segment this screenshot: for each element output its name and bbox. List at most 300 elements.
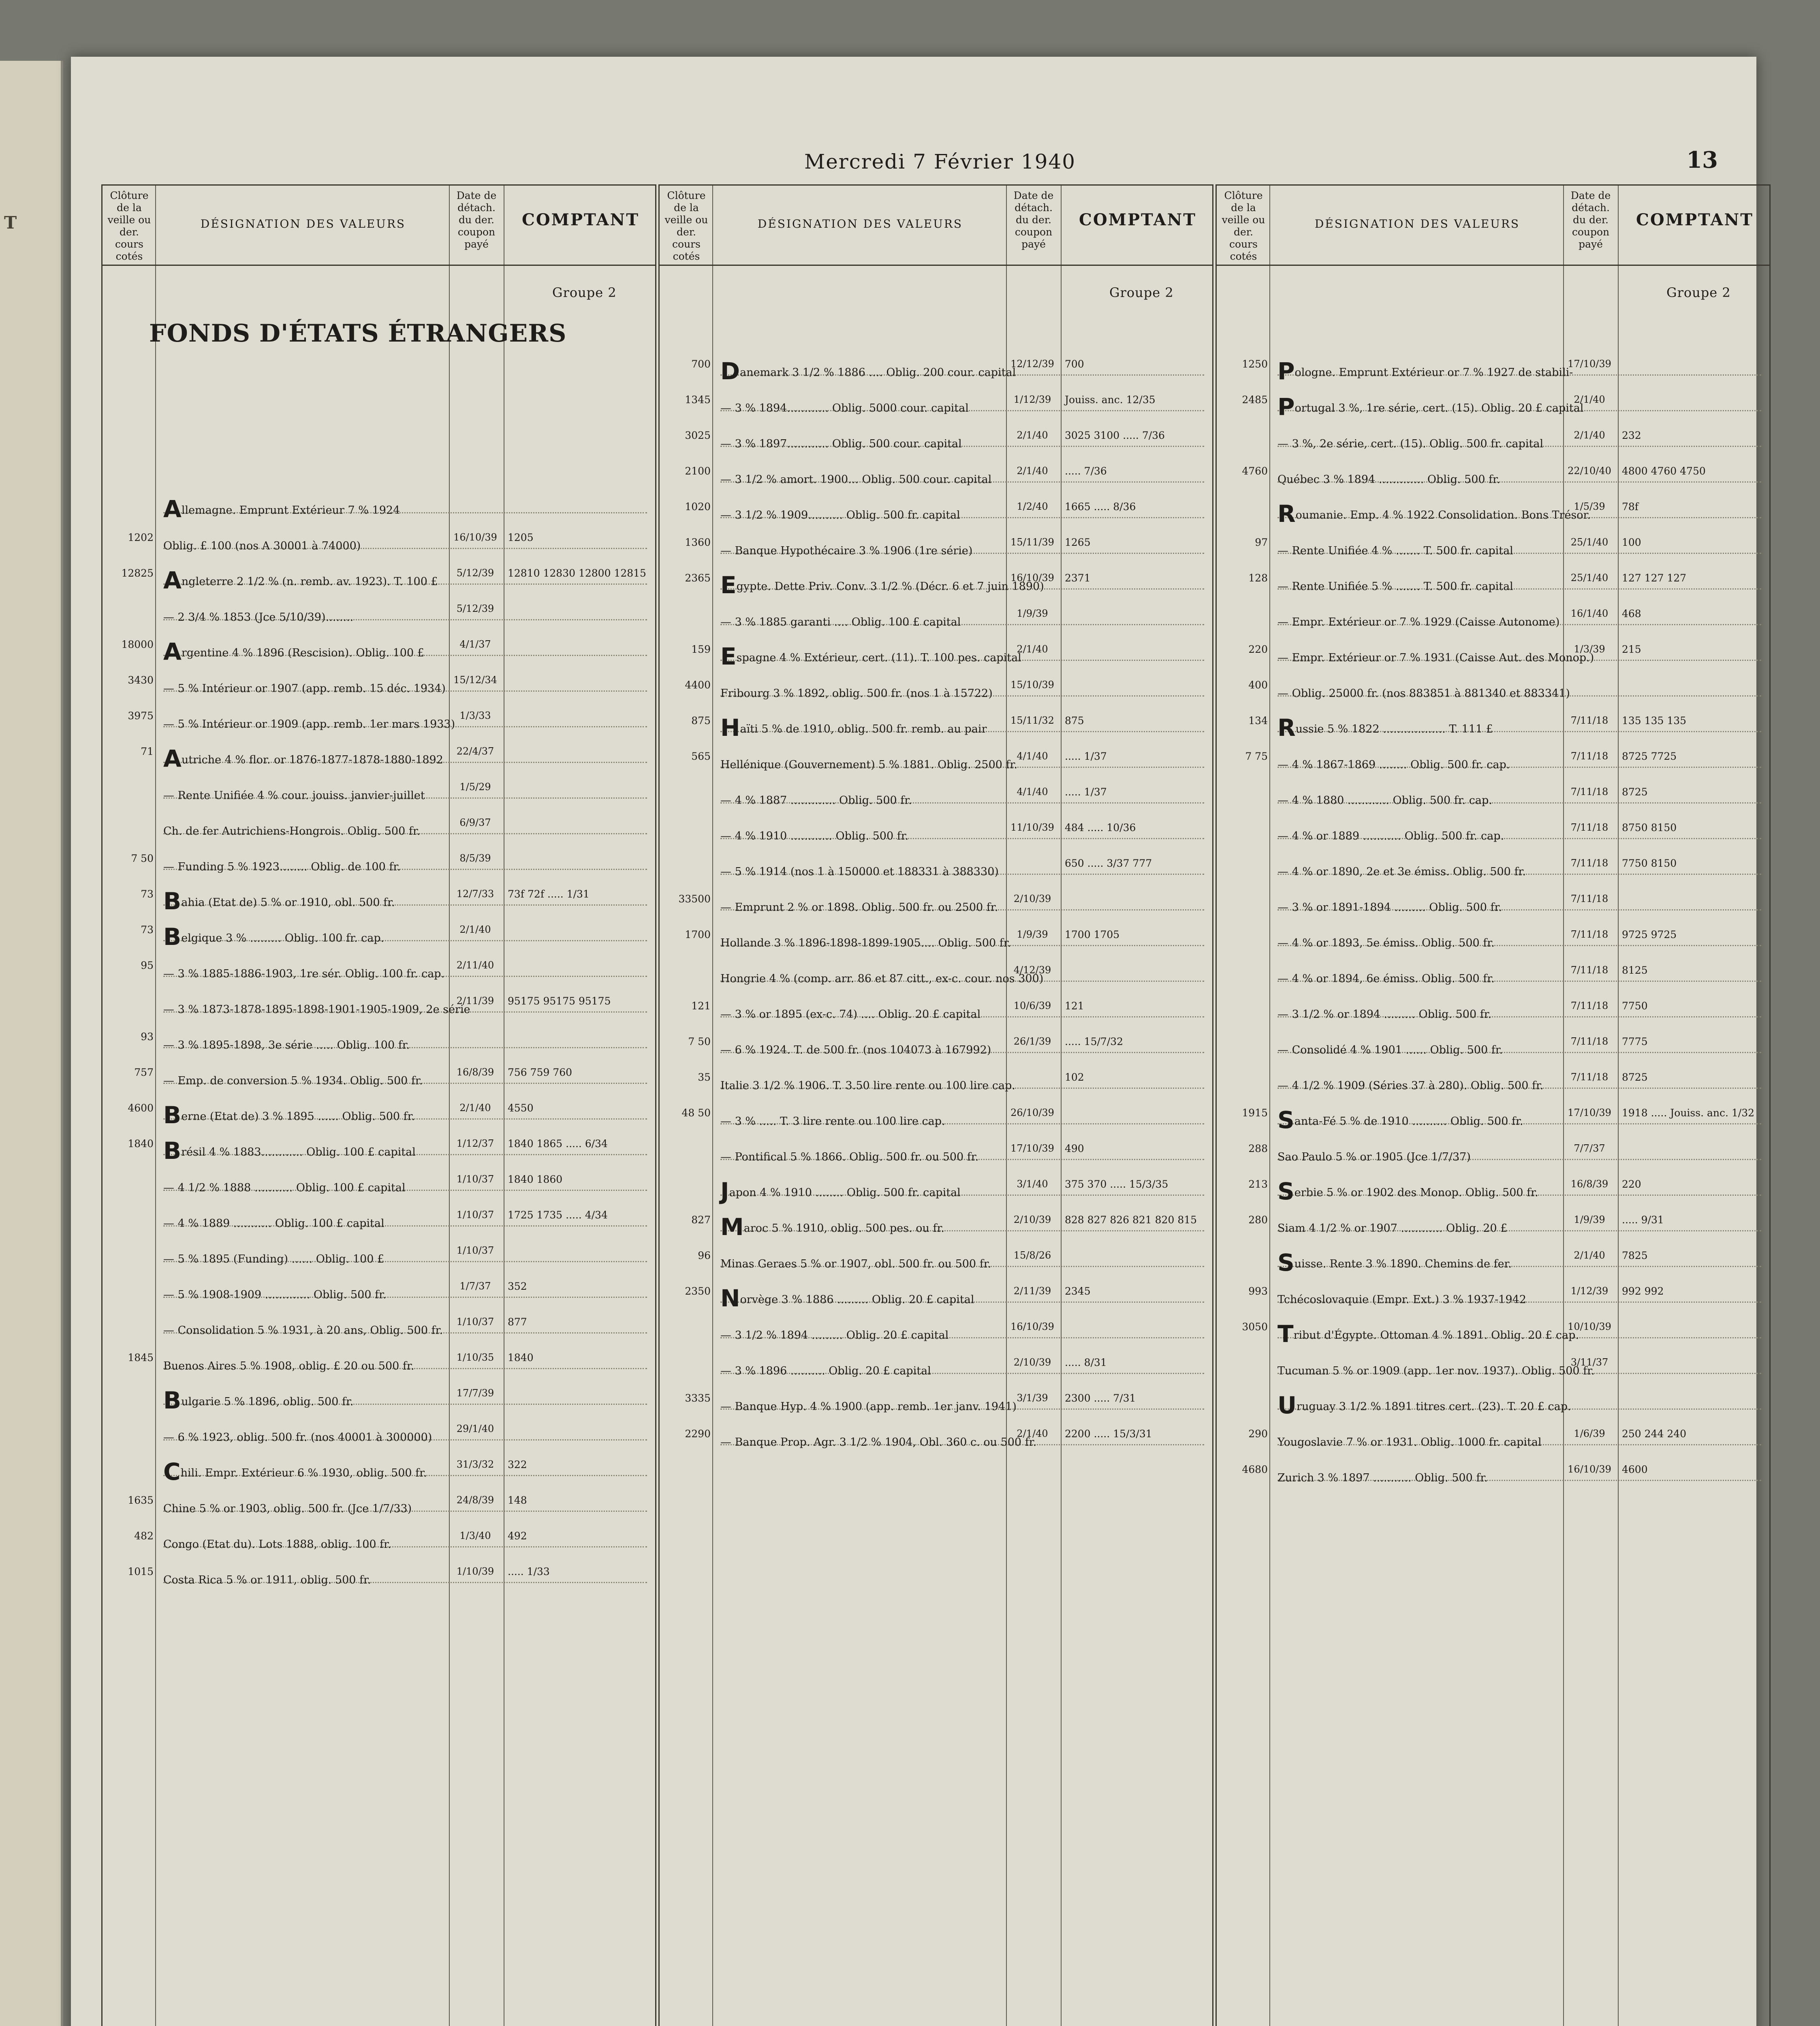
cloture-value: 48 50 xyxy=(681,1107,711,1119)
table-row xyxy=(660,570,1212,605)
security-name-text: Minas Geraes 5 % or 1907, obl. 500 fr. ou 500 fr. xyxy=(720,1258,991,1270)
security-name xyxy=(163,994,470,1022)
coupon-date: 7/11/18 xyxy=(1570,929,1609,940)
table-row xyxy=(103,1028,655,1064)
cloture-value: 2290 xyxy=(685,1428,711,1440)
coupon-date: 10/6/39 xyxy=(1013,1000,1051,1011)
table-row xyxy=(1217,605,1769,641)
security-name-text: — 6 % 1923, oblig. 500 fr. (nos 40001 à 300000) xyxy=(163,1431,432,1444)
security-name-text: hili. Empr. Extérieur 6 % 1930, oblig. 500 fr. xyxy=(180,1467,427,1479)
table-row xyxy=(1217,463,1769,498)
comptant-prices: 828 827 826 821 820 815 xyxy=(1065,1214,1197,1226)
security-name-text: — 5 % 1908-1909 ............. Oblig. 500 fr. xyxy=(163,1289,387,1301)
cloture-value: 3430 xyxy=(128,674,154,686)
initial-letter: S xyxy=(1277,1249,1295,1276)
security-name xyxy=(720,643,1021,670)
security-name xyxy=(1277,1142,1561,1169)
comptant-prices: 3025 3100 ..... 7/36 xyxy=(1065,430,1165,441)
security-name xyxy=(163,1101,447,1129)
group-label: Groupe 2 xyxy=(1109,285,1174,300)
table-row xyxy=(1217,1425,1769,1461)
group-label: Groupe 2 xyxy=(1666,285,1731,300)
initial-letter: U xyxy=(1277,1391,1297,1419)
coupon-date: 1/10/37 xyxy=(456,1316,494,1327)
coupon-date: 4/1/40 xyxy=(1017,750,1048,762)
security-name xyxy=(163,1529,447,1557)
comptant-prices: 375 370 ..... 15/3/35 xyxy=(1065,1178,1168,1190)
security-name xyxy=(163,1565,447,1592)
comptant-prices: 1700 1705 xyxy=(1065,929,1120,940)
security-name-text: ribut d'Égypte. Ottoman 4 % 1891. Oblig. 20 £ cap. xyxy=(1293,1329,1579,1342)
cloture-value: 290 xyxy=(1248,1428,1268,1440)
security-name-text: ussie 5 % 1822 .................. T. 111 £ xyxy=(1295,723,1493,735)
initial-letter: B xyxy=(163,1387,182,1414)
comptant-prices: ..... 1/33 xyxy=(508,1566,550,1577)
security-name xyxy=(163,566,447,594)
comptant-prices: 700 xyxy=(1065,358,1084,370)
cloture-value: 213 xyxy=(1248,1178,1268,1190)
security-name-text: — 4 1/2 % 1909 (Séries 37 à 280). Oblig. 500 fr. xyxy=(1277,1079,1544,1092)
coupon-date: 1/10/39 xyxy=(456,1566,494,1577)
table-row xyxy=(103,1135,655,1171)
security-name xyxy=(720,464,1004,492)
coupon-date: 17/10/39 xyxy=(1010,1143,1054,1154)
comptant-prices: 4550 xyxy=(508,1102,534,1114)
security-name xyxy=(163,531,447,558)
security-name-text: — Emprunt 2 % or 1898. Oblig. 500 fr. ou 2500 fr. xyxy=(720,901,998,914)
security-name-text: — Banque Prop. Agr. 3 1/2 % 1904, Obl. 360 c. ou 500 fr. xyxy=(720,1436,1037,1449)
table-row xyxy=(1217,784,1769,819)
table-row xyxy=(660,1247,1212,1283)
security-name xyxy=(1277,1391,1571,1419)
security-name xyxy=(1277,1213,1561,1241)
table-row xyxy=(660,641,1212,677)
coupon-date: 2/10/39 xyxy=(1013,893,1051,904)
table-row xyxy=(660,1354,1212,1390)
coupon-date: 22/10/40 xyxy=(1568,465,1611,477)
cloture-value: 4760 xyxy=(1242,465,1268,477)
security-name xyxy=(1277,536,1561,563)
table-row xyxy=(1217,1461,1769,1497)
security-name xyxy=(163,1494,447,1521)
comptant-prices: 490 xyxy=(1065,1143,1084,1154)
cloture-value: 4600 xyxy=(128,1102,154,1114)
table-row xyxy=(1217,926,1769,962)
table-row xyxy=(660,1212,1212,1247)
cloture-value: 288 xyxy=(1248,1143,1268,1154)
comptant-prices: Jouiss. anc. 12/35 xyxy=(1065,394,1156,406)
comptant-prices: 232 xyxy=(1622,430,1641,441)
table-row xyxy=(660,1390,1212,1425)
security-name-text: — 4 % 1910 ............ Oblig. 500 fr. xyxy=(720,830,909,842)
coupon-date: 3/1/40 xyxy=(1017,1178,1048,1190)
table-row xyxy=(1217,1069,1769,1105)
coupon-date: 1/3/39 xyxy=(1574,643,1605,655)
coupon-date: 16/1/40 xyxy=(1570,608,1609,619)
security-name xyxy=(720,999,1004,1027)
coupon-date: 2/1/40 xyxy=(1017,430,1048,441)
table-row xyxy=(660,391,1212,427)
initial-letter: B xyxy=(163,923,182,951)
security-name-text: — 4 % 1887 ............. Oblig. 500 fr. xyxy=(720,794,912,807)
coupon-date: 4/1/37 xyxy=(459,639,491,650)
security-name-text: ortugal 3 %, 1re série, cert. (15). Oblig. 20 £ capital xyxy=(1295,402,1584,415)
coupon-date: 25/1/40 xyxy=(1570,572,1609,583)
header-cloture: Clôture de la veille ou der. cours cotés xyxy=(1222,190,1265,262)
entries-list xyxy=(1217,356,1769,2026)
comptant-prices: 352 xyxy=(508,1280,527,1292)
initial-letter: P xyxy=(1277,393,1295,421)
table-row xyxy=(1217,855,1769,891)
coupon-date: 7/7/37 xyxy=(1574,1143,1605,1154)
security-name-text: — 3 1/2 % or 1894 ......... Oblig. 500 fr. xyxy=(1277,1008,1492,1021)
coupon-date: 11/10/39 xyxy=(1010,822,1054,833)
section-title: FONDS D'ÉTATS ÉTRANGERS xyxy=(149,319,567,348)
header-date-detach: Date de détach. du der. coupon payé xyxy=(1013,190,1054,250)
table-row xyxy=(103,850,655,886)
security-name-text: rgentine 4 % 1896 (Rescision). Oblig. 100 £ xyxy=(181,647,424,659)
table-row xyxy=(103,1528,655,1563)
security-name xyxy=(720,429,1004,456)
table-row xyxy=(1217,570,1769,605)
security-name xyxy=(720,536,1004,563)
security-name xyxy=(163,1422,447,1450)
security-name xyxy=(720,1071,1015,1098)
coupon-date: 5/12/39 xyxy=(456,567,494,579)
coupon-date: 7/11/18 xyxy=(1570,964,1609,976)
table-row xyxy=(660,534,1212,570)
cloture-value: 1015 xyxy=(128,1566,154,1577)
previous-page-fragment: T xyxy=(4,213,17,233)
table-row xyxy=(660,677,1212,712)
table-row xyxy=(660,1140,1212,1176)
security-name-text: — 3 1/2 % 1894 ......... Oblig. 20 £ capital xyxy=(720,1329,949,1342)
initial-letter: H xyxy=(720,714,740,742)
comptant-prices: 7825 xyxy=(1622,1250,1648,1261)
table-row xyxy=(660,463,1212,498)
table-row xyxy=(103,1349,655,1385)
coupon-date: 22/4/37 xyxy=(456,746,494,757)
security-name xyxy=(163,495,447,523)
cloture-value: 12825 xyxy=(121,567,154,579)
cloture-value: 1700 xyxy=(685,929,711,940)
table-row xyxy=(1217,1033,1769,1069)
security-name-text: ahia (Etat de) 5 % or 1910, obl. 500 fr. xyxy=(181,896,395,909)
security-name-text: — 4 1/2 % 1888 ........... Oblig. 100 £ capital xyxy=(163,1182,406,1194)
table-row xyxy=(103,1242,655,1278)
security-name xyxy=(163,780,447,808)
coupon-date: 16/8/39 xyxy=(456,1066,494,1078)
table-row xyxy=(660,1425,1212,1461)
cloture-value: 2350 xyxy=(685,1285,711,1297)
security-name-text: Siam 4 1/2 % or 1907 ............ Oblig. 20 £ xyxy=(1277,1222,1508,1235)
security-name-text: — 3 1/2 % 1909.......... Oblig. 500 fr. capital xyxy=(720,509,960,521)
table-row xyxy=(1217,1212,1769,1247)
coupon-date: 2/1/40 xyxy=(1017,1428,1048,1439)
security-name xyxy=(1277,429,1561,456)
header-designation: DÉSIGNATION DES VALEURS xyxy=(1314,217,1520,231)
comptant-prices: 127 127 127 xyxy=(1622,572,1687,584)
security-name xyxy=(1277,393,1584,421)
security-name-text: — 4 % 1880 ............ Oblig. 500 fr. cap. xyxy=(1277,794,1492,807)
cloture-value: 993 xyxy=(1248,1285,1268,1297)
cloture-value: 1250 xyxy=(1242,358,1268,370)
comptant-prices: 1725 1735 ..... 4/34 xyxy=(508,1209,608,1221)
security-name xyxy=(720,785,1004,813)
security-name-text: uisse. Rente 3 % 1890. Chemins de fer. xyxy=(1294,1258,1512,1270)
cloture-value: 1840 xyxy=(128,1138,154,1150)
cloture-value: 159 xyxy=(691,643,711,655)
coupon-date: 1/6/39 xyxy=(1574,1428,1605,1439)
security-name xyxy=(163,1173,447,1200)
cloture-value: 128 xyxy=(1248,572,1268,584)
entries-list xyxy=(103,494,655,2026)
table-row xyxy=(103,672,655,707)
table-row xyxy=(1217,1140,1769,1176)
security-name-text: — 3 % 1896 .......... Oblig. 20 £ capital xyxy=(720,1365,931,1377)
coupon-date: 24/8/39 xyxy=(456,1494,494,1506)
table-row xyxy=(1217,427,1769,463)
entries-list xyxy=(660,356,1212,2026)
security-name-text: — 5 % Intérieur or 1909 (app. remb. 1er mars 1933) xyxy=(163,718,455,731)
security-name-text: — 3 % 1873-1878-1895-1898-1901-1905-1909, 2e série xyxy=(163,1003,470,1016)
table-row xyxy=(1217,356,1769,391)
security-name-text: — Rente Unifiée 5 % ....... T. 500 fr. capital xyxy=(1277,580,1513,593)
security-name xyxy=(163,852,447,879)
table-row xyxy=(660,1105,1212,1140)
coupon-date: 2/1/40 xyxy=(459,1102,491,1113)
coupon-date: 2/11/40 xyxy=(456,960,494,971)
security-name-text: — Empr. Extérieur or 7 % 1929 (Caisse Autonome) xyxy=(1277,616,1560,628)
security-name-text: elgique 3 % ......... Oblig. 100 fr. cap. xyxy=(181,932,385,945)
comptant-prices: 8725 7725 xyxy=(1622,750,1677,762)
table-row xyxy=(660,891,1212,926)
security-name xyxy=(1277,571,1561,599)
table-row xyxy=(660,605,1212,641)
comptant-prices: 220 xyxy=(1622,1178,1641,1190)
coupon-date: 1/5/39 xyxy=(1574,501,1605,512)
security-name-text: Tucuman 5 % or 1909 (app. 1er nov. 1937). Oblig. 500 fr. xyxy=(1277,1365,1595,1377)
table-row xyxy=(660,712,1212,748)
coupon-date: 1/10/37 xyxy=(456,1209,494,1220)
cloture-value: 1360 xyxy=(685,536,711,548)
security-name-text: anta-Fé 5 % de 1910 .......... Oblig. 500 fr. xyxy=(1294,1115,1523,1128)
security-name xyxy=(1277,1249,1561,1276)
table-row xyxy=(660,784,1212,819)
security-name xyxy=(163,887,447,915)
table-row xyxy=(660,819,1212,855)
initial-letter: T xyxy=(1277,1320,1294,1348)
security-name-text: — Empr. Extérieur or 7 % 1931 (Caisse Aut. des Monop.) xyxy=(1277,652,1594,664)
security-name xyxy=(163,1280,447,1307)
header-comptant: COMPTANT xyxy=(1636,210,1754,229)
coupon-date: 3/11/37 xyxy=(1570,1357,1609,1368)
cloture-value: 1845 xyxy=(128,1352,154,1363)
header-comptant: COMPTANT xyxy=(1079,210,1196,229)
table-row xyxy=(660,1283,1212,1319)
cloture-value: 7 50 xyxy=(688,1036,711,1047)
security-name-text: — 3 % 1895-1898, 3e série ..... Oblig. 100 fr. xyxy=(163,1039,410,1051)
coupon-date: 2/1/40 xyxy=(1574,1250,1605,1261)
coupon-date: 7/11/18 xyxy=(1570,715,1609,726)
security-name xyxy=(720,1320,1004,1348)
table-row xyxy=(103,957,655,993)
table-row xyxy=(1217,891,1769,926)
cloture-value: 3050 xyxy=(1242,1321,1268,1333)
security-name-text: gypte. Dette Priv. Conv. 3 1/2 % (Décr. 6 et 7 juin 1890) xyxy=(736,580,1044,593)
coupon-date: 7/11/18 xyxy=(1570,857,1609,869)
comptant-prices: 322 xyxy=(508,1459,527,1470)
comptant-prices: 73f 72f ..... 1/31 xyxy=(508,888,590,900)
security-name-text: Congo (Etat du). Lots 1888, oblig. 100 fr. xyxy=(163,1538,391,1551)
security-name xyxy=(720,1035,1004,1062)
coupon-date: 1/9/39 xyxy=(1574,1214,1605,1225)
coupon-date: 25/1/40 xyxy=(1570,536,1609,548)
cloture-value: 757 xyxy=(134,1066,154,1078)
security-name-text: Chine 5 % or 1903, oblig. 500 fr. (Jce 1/7/33) xyxy=(163,1502,412,1515)
coupon-date: 17/7/39 xyxy=(456,1387,494,1399)
initial-letter: E xyxy=(720,643,737,670)
security-name xyxy=(720,393,1004,421)
coupon-date: 16/10/39 xyxy=(453,532,497,543)
comptant-prices: 484 ..... 10/36 xyxy=(1065,822,1136,833)
security-name xyxy=(720,1142,1004,1169)
security-name xyxy=(1277,750,1561,777)
table-row xyxy=(660,998,1212,1033)
coupon-date: 7/11/18 xyxy=(1570,1036,1609,1047)
security-name-text: — Rente Unifiée 4 % cour. jouiss. janvier-juillet xyxy=(163,789,425,802)
comptant-prices: 121 xyxy=(1065,1000,1084,1012)
initial-letter: J xyxy=(720,1178,729,1205)
security-name-text: aïti 5 % de 1910, oblig. 500 fr. remb. au pair xyxy=(740,723,987,735)
table-row xyxy=(103,1421,655,1456)
security-name-text: — 3 1/2 % amort. 1900... Oblig. 500 cour. capital xyxy=(720,473,992,486)
comptant-prices: 7775 xyxy=(1622,1036,1648,1047)
coupon-date: 17/10/39 xyxy=(1568,358,1611,370)
cloture-value: 7 75 xyxy=(1245,750,1268,762)
cloture-value: 875 xyxy=(691,715,711,727)
security-name-text: — Consolidé 4 % 1901 ...... Oblig. 500 fr. xyxy=(1277,1044,1503,1056)
table-row xyxy=(1217,677,1769,712)
header-designation: DÉSIGNATION DES VALEURS xyxy=(200,217,406,231)
security-name xyxy=(1277,357,1573,385)
security-name-text: — 3 % 1885 garanti .... Oblig. 100 £ capital xyxy=(720,616,961,628)
security-name-text: — Rente Unifiée 4 % ....... T. 500 fr. capital xyxy=(1277,545,1513,557)
table-row xyxy=(103,886,655,921)
cloture-value: 482 xyxy=(134,1530,154,1542)
security-name-text: Italie 3 1/2 % 1906. T. 3.50 lire rente ou 100 lire cap. xyxy=(720,1079,1015,1092)
comptant-prices: ..... 9/31 xyxy=(1622,1214,1664,1226)
table-row xyxy=(660,1176,1212,1212)
security-name-text: — Banque Hyp. 4 % 1900 (app. remb. 1er janv. 1941) xyxy=(720,1400,1017,1413)
security-name xyxy=(720,892,1004,920)
table-row xyxy=(103,1171,655,1207)
table-row xyxy=(103,565,655,601)
security-name xyxy=(163,638,447,665)
table-row xyxy=(103,1278,655,1314)
security-name xyxy=(1277,1178,1561,1205)
cloture-value: 1202 xyxy=(128,532,154,543)
security-name xyxy=(720,607,1004,635)
page-number: 13 xyxy=(1686,147,1718,173)
security-name-text: — Consolidation 5 % 1931, à 20 ans, Oblig. 500 fr. xyxy=(163,1324,443,1337)
security-name xyxy=(163,1387,447,1414)
security-name xyxy=(163,816,447,844)
security-name-text: Costa Rica 5 % or 1911, oblig. 500 fr. xyxy=(163,1574,371,1586)
coupon-date: 15/8/26 xyxy=(1013,1250,1051,1261)
security-name-text: Hellénique (Gouvernement) 5 % 1881. Oblig. 2500 fr. xyxy=(720,759,1018,771)
security-name-text: — 4 % or 1893, 5e émiss. Oblig. 500 fr. xyxy=(1277,937,1495,949)
comptant-prices: 8725 xyxy=(1622,786,1648,798)
cloture-value: 3335 xyxy=(685,1392,711,1404)
coupon-date: 2/1/40 xyxy=(1574,394,1605,405)
security-name-text: ulgarie 5 % 1896, oblig. 500 fr. xyxy=(181,1396,354,1408)
comptant-prices: 1840 1865 ..... 6/34 xyxy=(508,1138,608,1150)
security-name xyxy=(720,1356,1004,1383)
table-row xyxy=(660,1033,1212,1069)
security-name-text: ruguay 3 1/2 % 1891 titres cert. (23). T. 20 £ cap. xyxy=(1297,1400,1571,1413)
page-date: Mercredi 7 Février 1940 xyxy=(804,150,1076,173)
security-name xyxy=(163,745,447,772)
comptant-prices: 1840 1860 xyxy=(508,1173,563,1185)
table-row xyxy=(103,1385,655,1421)
comptant-prices: 95175 95175 95175 xyxy=(508,995,611,1007)
coupon-date: 1/3/33 xyxy=(459,710,491,721)
stock-table-column xyxy=(1215,184,1771,2026)
security-name-text: erbie 5 % or 1902 des Monop. Oblig. 500 fr. xyxy=(1294,1186,1538,1199)
comptant-prices: 9725 9725 xyxy=(1622,929,1677,940)
coupon-date: 2/1/40 xyxy=(1017,643,1048,655)
previous-page-edge xyxy=(0,61,63,2026)
initial-letter: B xyxy=(163,1101,182,1129)
cloture-value: 97 xyxy=(1255,536,1268,548)
table-row xyxy=(660,962,1212,998)
table-row xyxy=(103,1064,655,1100)
page-header xyxy=(71,147,1756,182)
security-name xyxy=(720,678,1004,706)
table-row xyxy=(1217,748,1769,784)
coupon-date: 31/3/32 xyxy=(456,1459,494,1470)
table-row xyxy=(103,707,655,743)
comptant-prices: 1665 ..... 8/36 xyxy=(1065,501,1136,513)
security-name xyxy=(163,602,447,630)
coupon-date: 1/2/40 xyxy=(1017,501,1048,512)
security-name xyxy=(163,1137,447,1165)
comptant-prices: 756 759 760 xyxy=(508,1066,572,1078)
cloture-value: 280 xyxy=(1248,1214,1268,1226)
security-name-text: — Emp. de conversion 5 % 1934. Oblig. 500 fr. xyxy=(163,1075,423,1087)
coupon-date: 16/10/39 xyxy=(1568,1464,1611,1475)
comptant-prices: 468 xyxy=(1622,608,1641,620)
security-name-text: Hongrie 4 % (comp. arr. 86 et 87 citt., ex-c. cour. nos 300) xyxy=(720,972,1044,985)
security-name-text: — Banque Hypothécaire 3 % 1906 (1re série) xyxy=(720,545,973,557)
security-name xyxy=(163,959,447,986)
coupon-date: 2/1/40 xyxy=(459,924,491,935)
group-label: Groupe 2 xyxy=(552,285,617,300)
comptant-prices: 8725 xyxy=(1622,1071,1648,1083)
initial-letter: R xyxy=(1277,714,1296,742)
cloture-value: 400 xyxy=(1248,679,1268,691)
security-name-text: — 3 % ..... T. 3 lire rente ou 100 lire cap. xyxy=(720,1115,945,1128)
coupon-date: 15/11/32 xyxy=(1010,715,1054,726)
security-name-text: ologne. Emprunt Extérieur or 7 % 1927 de stabili- xyxy=(1295,366,1573,379)
security-name xyxy=(720,1391,1017,1419)
coupon-date: 15/12/34 xyxy=(453,674,497,686)
comptant-prices: 78f xyxy=(1622,501,1639,513)
comptant-prices: ..... 15/7/32 xyxy=(1065,1036,1124,1047)
table-row xyxy=(103,494,655,529)
comptant-prices: 4600 xyxy=(1622,1464,1648,1475)
